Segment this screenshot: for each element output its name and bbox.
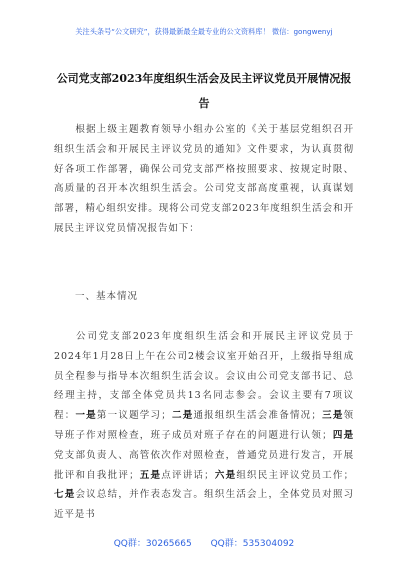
section-heading: 一、基本情况	[75, 291, 139, 302]
p2-bold-5: 五是	[139, 469, 162, 481]
p2-text-5: 党支部负责人、高管依次作对照检查，普通党员进行发言，开展批评和自我批评；	[54, 449, 354, 481]
p2-text-4: 领导班子作对照检查，班子成员对班子存在的问题进行认领；	[54, 410, 354, 441]
qq-group-1: QQ群：30265665	[113, 539, 192, 549]
intro-text: 根据上级主题教育领导小组办公室的《关于基层党组织召开组织生活会和开展民主评议党员的通知》文件要求，为认真贯彻好各项工作部署，确保公司党支部严格按照要求、按规定时限、高质量的召开本次组织生活会。公司党支部高度重视，认真谋划部署，精心组织安排。现将公司党支部2023年度组织生活会和开展民主评议党员情况报告如下：	[54, 124, 354, 234]
p2-text-2: 第一议题学习；	[96, 410, 172, 422]
document-title: 公司党支部2023年度组织生活会及民主评议党员开展情况报告	[56, 72, 352, 110]
basic-info-paragraph	[54, 327, 354, 525]
p2-bold-4: 四是	[332, 429, 354, 441]
qq-footer	[0, 536, 408, 549]
p2-text-7: 组织民主评议党员工作；	[236, 469, 354, 481]
p2-bold-6: 六是	[214, 469, 237, 481]
p2-text-6: 点评讲话；	[161, 469, 215, 481]
promo-banner: 关注头条号“公文研究”，获得最新最全最专业的公文资料库！ 微信：gongwenyj	[75, 27, 333, 36]
p2-text-8: 会议总结，并作表态发言。组织生活会上，全体党员对照习近平是书	[54, 489, 354, 521]
p2-bold-2: 二是	[171, 410, 194, 422]
p2-bold-1: 一是	[75, 410, 97, 422]
p2-bold-3: 三是	[321, 410, 344, 422]
qq-group-2: QQ群：535304092	[210, 539, 295, 549]
intro-paragraph	[54, 120, 354, 239]
p2-text-3: 通报组织生活会准备情况；	[193, 410, 322, 422]
p2-text-1: 公司党支部2023年度组织生活会和开展民主评议党员于2024年1月28日上午在公司2楼会议室开始召开，上级指导组成员全程参与指导本次组织生活会议。会议由公司党支部书记、总经理主持，支部全体党员共13名同志参会。会议主要有7项议程：	[54, 331, 354, 422]
p2-bold-7: 七是	[54, 489, 76, 501]
